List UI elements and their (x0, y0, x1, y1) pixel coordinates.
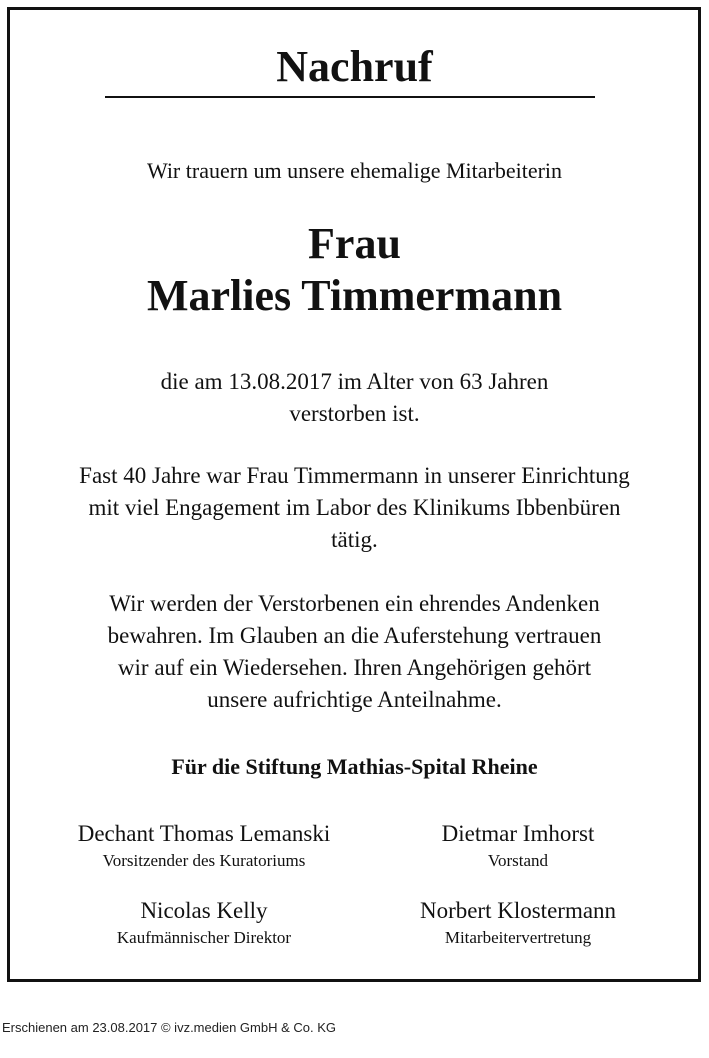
name-line-title: Frau (308, 219, 401, 268)
signer-name: Nicolas Kelly (140, 898, 268, 923)
foundation-name: Für die Stiftung Mathias-Spital Rheine (171, 754, 538, 779)
signer-block (358, 819, 678, 873)
signer-block (44, 819, 364, 873)
signer-block (358, 896, 678, 950)
name-line-full: Marlies Timmermann (146, 271, 563, 320)
remembrance-paragraph (0, 588, 709, 716)
signer-name: Norbert Klostermann (419, 898, 617, 923)
death-date-paragraph (0, 366, 709, 430)
signer-name: Dietmar Imhorst (441, 821, 595, 846)
paragraph-line: die am 13.08.2017 im Alter von 63 Jahren (160, 369, 549, 394)
intro-text: Wir trauern um unsere ehemalige Mitarbeiterin (146, 158, 563, 183)
signer-role: Vorstand (487, 851, 549, 870)
deceased-name (0, 218, 709, 322)
signer-role: Vorsitzender des Kuratoriums (102, 851, 306, 870)
signer-role: Mitarbeitervertretung (444, 928, 592, 947)
notice-title: Nachruf (276, 42, 433, 91)
paragraph-line: Fast 40 Jahre war Frau Timmermann in unserer Einrichtung (79, 463, 630, 488)
signer-role: Kaufmännischer Direktor (116, 928, 292, 947)
publication-footer: Erschienen am 23.08.2017 © ivz.medien GmbH & Co. KG (2, 1020, 337, 1035)
title-divider (105, 96, 595, 98)
paragraph-line: bewahren. Im Glauben an die Auferstehung vertrauen (107, 623, 602, 648)
paragraph-line: wir auf ein Wiedersehen. Ihren Angehörigen gehört (117, 655, 592, 680)
paragraph-line: mit viel Engagement im Labor des Klinikums Ibbenbüren (88, 495, 621, 520)
career-paragraph (0, 460, 709, 556)
paragraph-line: verstorben ist. (289, 401, 420, 426)
signer-block (44, 896, 364, 950)
paragraph-line: unsere aufrichtige Anteilnahme. (207, 687, 502, 712)
paragraph-line: tätig. (331, 527, 378, 552)
paragraph-line: Wir werden der Verstorbenen ein ehrendes Andenken (109, 591, 600, 616)
signer-name: Dechant Thomas Lemanski (77, 821, 331, 846)
